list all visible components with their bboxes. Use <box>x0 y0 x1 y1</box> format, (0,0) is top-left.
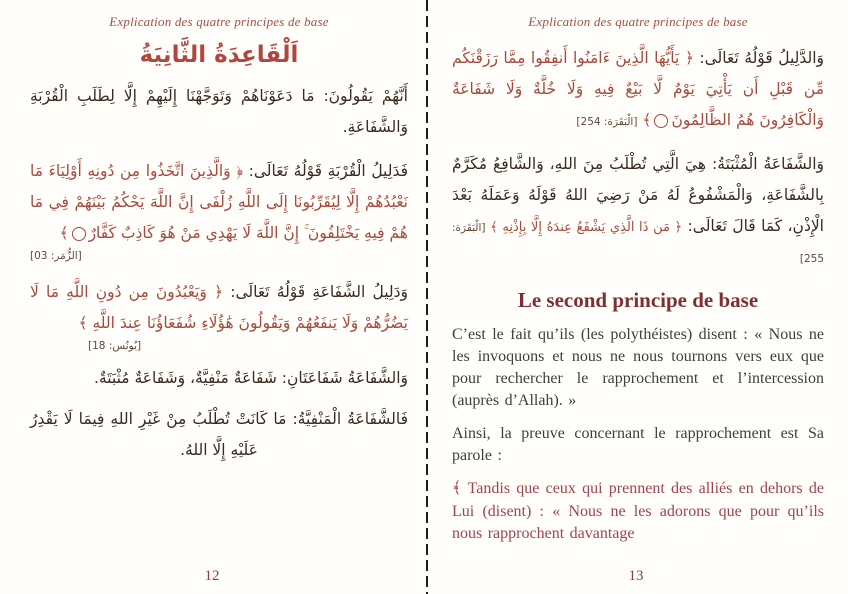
quote-closing-bracket: ﴾ <box>59 224 69 242</box>
proof-intro-text: وَالدَّلِيلُ قَوْلُهُ تَعَالَى: <box>693 49 824 67</box>
french-paragraph-statement: C’est le fait qu’ils (les polythéistes) disent : « Nous ne les invoquons et nous ne nous tournons vers eux que pour rechercher le rapprochement et l’intercession (auprès d’Allah). » <box>452 326 824 410</box>
running-header-left: Explication des quatre principes de base <box>109 14 329 29</box>
french-paragraph-proof-intro: Ainsi, la preuve concernant le rapprochement est Sa parole : <box>452 425 824 465</box>
quran-quote-yunus: ﴿ وَيَعْبُدُونَ مِن دُونِ اللَّهِ مَا لَا يَضُرُّهُمْ وَلَا يَنفَعُهُمْ وَيَقُولُونَ هَٰؤُلَاءِ شُفَعَاؤُنَا عِندَ اللَّهِ ﴾ <box>30 282 408 332</box>
page-number-right: 13 <box>628 568 644 584</box>
ayah-end-ornament <box>654 114 668 128</box>
french-section-heading: Le second principe de base <box>517 288 759 312</box>
verse-reference-yunus: [يُونُس: 18] <box>88 339 142 352</box>
arabic-paragraph-affirmed-intercession <box>452 149 824 273</box>
verse-reference-zumar: [الزُّمَر: 03] <box>30 250 82 262</box>
verse-reference-baqara-254: [الْبَقَرَة: 254] <box>576 116 638 128</box>
quran-quote-baqara-255: ﴿ مَن ذَا الَّذِي يَشْفَعُ عِندَهُ إِلَّا بِإِذْنِهِ ﴾ <box>485 220 683 235</box>
arabic-text: وَالشَّفَاعَةُ الْمُثْبَتَةُ: هِيَ الَّتِي تُطْلَبُ مِنَ اللهِ، وَالشَّافِعُ مُكَرَّمٌ بِالشَّفَاعَةِ، وَالْمَشْفُوعُ لَهُ مَنْ رَضِيَ اللهُ قَوْلَهُ وَعَمَلَهُ بَعْدَ الْإِذْنِ، كَمَا قَالَ تَعَالَى: <box>452 155 824 235</box>
ayah-end-ornament <box>72 227 86 241</box>
arabic-paragraph-statement <box>30 81 408 143</box>
quran-quote-baqara-254: ﴿ يَأَيُّهَا الَّذِينَ ءَامَنُوا أَنفِقُوا مِمَّا رَزَقْنَكُم مِّن قَبْلِ أَن يَأْتِيَ يَوْمٌ لَّا بَيْعٌ فِيهِ وَلَا خُلَّةٌ وَلَا شَفَاعَةٌ وَالْكَافِرُونَ هُمُ الظَّالِمُونَ <box>452 49 824 129</box>
proof-intro-text: وَدَلِيلُ الشَّفَاعَةِ قَوْلُهُ تَعَالَى: <box>223 282 408 301</box>
quote-closing-bracket: ﴾ <box>642 111 652 129</box>
arabic-paragraph-shafaa-proof <box>30 277 408 339</box>
proof-intro-text: فَدَلِيلُ الْقُرْبَةِ قَوْلُهُ تَعَالَى: <box>243 162 408 180</box>
running-header-right: Explication des quatre principes de base <box>528 14 748 29</box>
quran-quote-zumar: ﴿ وَالَّذِينَ اتَّخَذُوا مِن دُونِهِ أَوْلِيَاءَ مَا نَعْبُدُهُمْ إِلَّا لِيُقَرِّبُونَا إِلَى اللَّهِ زُلْفَى إِنَّ اللَّهَ يَحْكُمُ بَيْنَهُمْ فِي مَا هُمْ فِيهِ يَخْتَلِفُونَ ۚ إِنَّ اللَّهَ لَا يَهْدِي مَنْ هُوَ كَاذِبٌ كَفَّارٌ <box>30 162 408 242</box>
french-quran-quote-zumar: ﴾ Tandis que ceux qui prennent des alliés en dehors de Lui (disent) : « Nous ne les adorons que pour qu’ils nous rapprochent davantage <box>452 480 824 542</box>
page-number-left: 12 <box>204 568 220 584</box>
arabic-chapter-title: اَلْقَاعِدَةُ الثَّانِيَةُ <box>139 42 299 68</box>
arabic-text: وَالشَّفَاعَةُ شَفَاعَتَانِ: شَفَاعَةٌ مَنْفِيَّةٌ، وَشَفَاعَةٌ مُثْبَتَةٌ. <box>94 369 408 388</box>
arabic-paragraph-negated-intercession <box>30 404 408 466</box>
page-right <box>424 0 848 594</box>
arabic-paragraph-baqara-proof <box>452 43 824 136</box>
arabic-paragraph-qurba-proof <box>30 156 408 249</box>
arabic-text: أَنَّهُمْ يَقُولُونَ: مَا دَعَوْنَاهُمْ وَتَوَجَّهْنَا إِلَيْهِمْ إِلَّا لِطَلَبِ الْقُرْبَةِ وَالشَّفَاعَةِ. <box>30 87 408 136</box>
arabic-text: فَالشَّفَاعَةُ الْمَنْفِيَّةُ: مَا كَانَتْ تُطْلَبُ مِنْ غَيْرِ اللهِ فِيمَا لَا يَقْدِرُ عَلَيْهِ إِلَّا اللهُ. <box>30 410 408 460</box>
verse-reference-baqara-255: [الْبَقَرَة: 255] <box>452 222 824 265</box>
arabic-paragraph-two-intercessions <box>30 363 408 394</box>
